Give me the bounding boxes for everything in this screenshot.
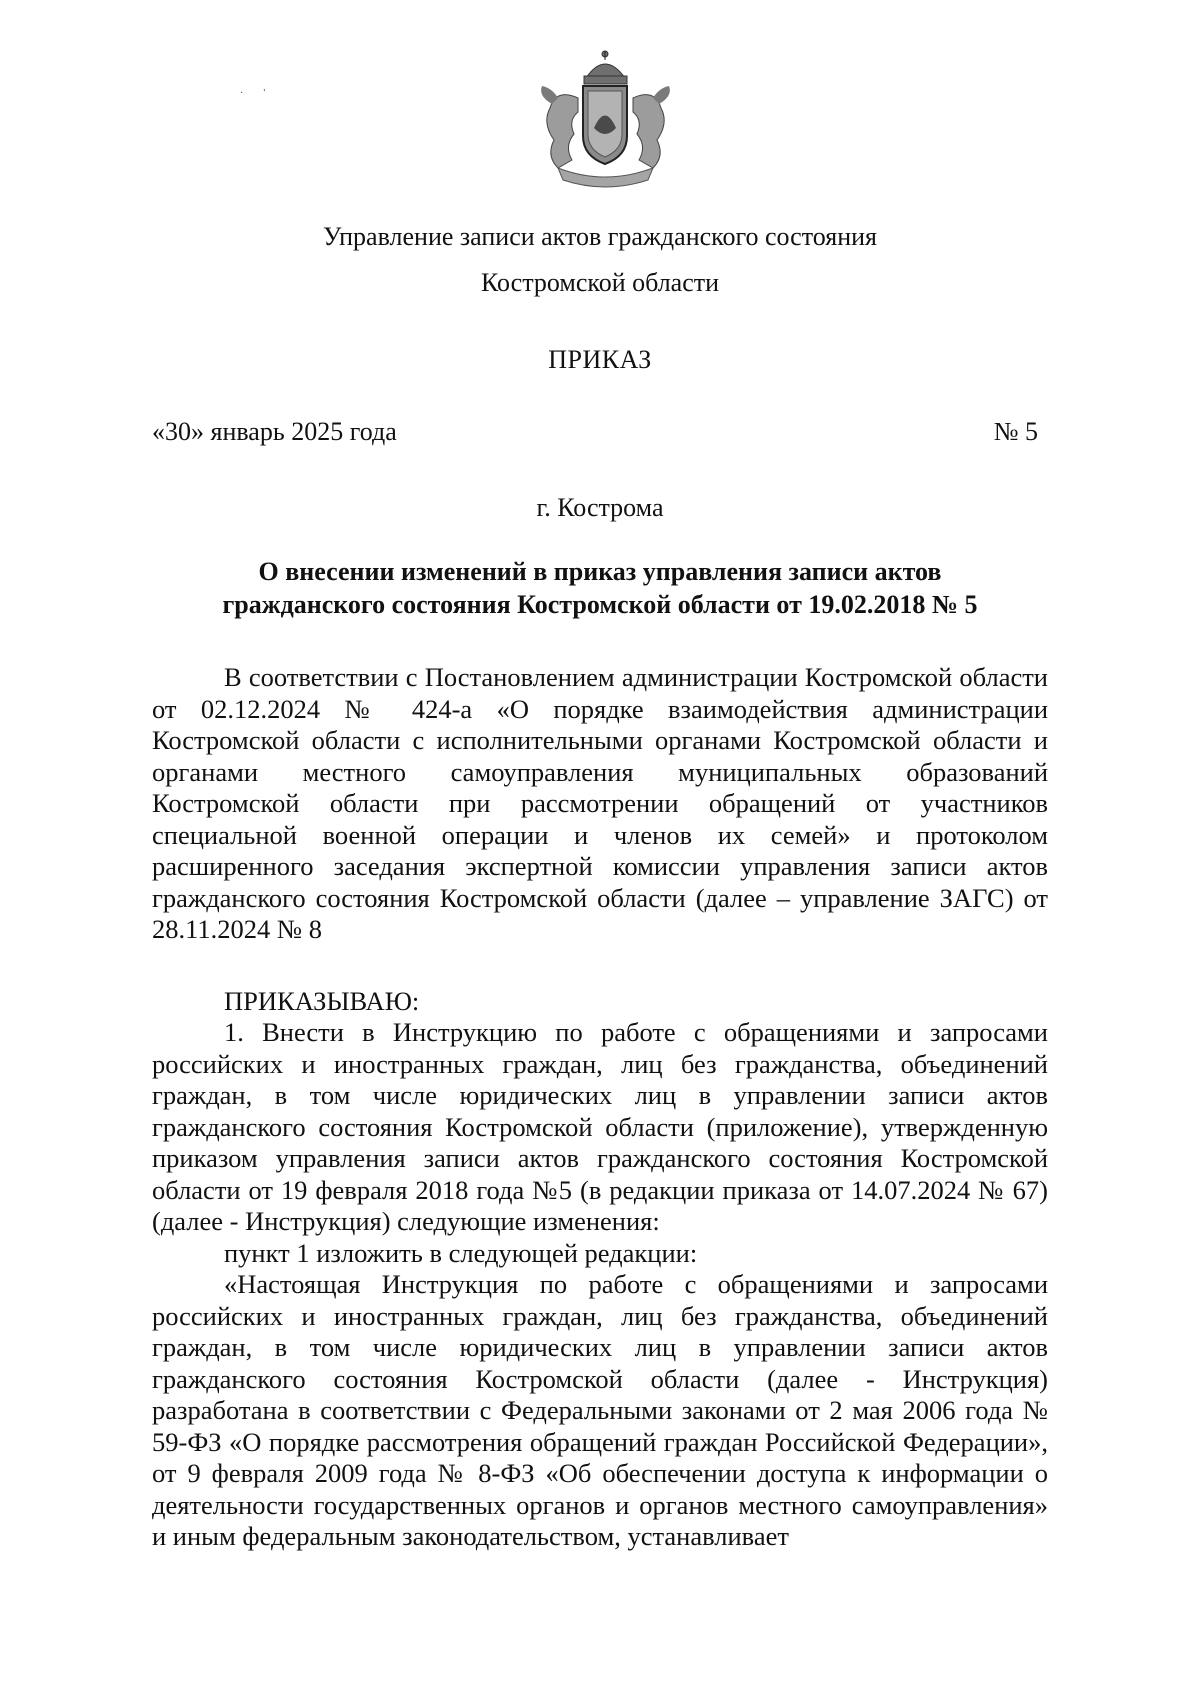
document-type: ПРИКАЗ <box>548 345 652 374</box>
scan-artifact: · ' <box>240 88 266 99</box>
document-body <box>152 662 1048 1553</box>
document-city: г. Кострома <box>536 493 664 522</box>
document-title <box>150 555 1050 621</box>
preamble-paragraph: В соответствии с Постановлением администрации Костромской области от 02.12.2024 № 424-а «О порядке взаимодействия администрации Костромской области с исполнительными органами Костромской области и органами местного самоуправления муниципальных образований Костромской области при рассмотрении обращений от участников специальной военной операции и членов их семей» и протоколом расширенного заседания экспертной комиссии управления записи актов гражданского состояния Костромской области (далее – управление ЗАГС) от 28.11.2024 № 8 <box>152 662 1048 944</box>
agency-name-line2: Костромской области <box>480 268 720 297</box>
order-word: ПРИКАЗЫВАЮ: <box>224 985 420 1016</box>
item-1-paragraph: 1. Внести в Инструкцию по работе с обращениями и запросами российских и иностранных граждан, лиц без гражданства, объединений граждан, в том числе юридических лиц в управлении записи актов гражданского состояния Костромской области (приложение), утвержденную приказом управления записи актов гражданского состояния Костромской области от 19 февраля 2018 года №5 (в редакции приказа от 14.07.2024 № 67) (далее - Инструкция) следующие изменения: <box>152 1017 1048 1236</box>
title-line1: О внесении изменений в приказ управления записи актов <box>258 557 942 586</box>
document-number: № 5 <box>993 417 1038 446</box>
coat-of-arms-emblem <box>528 48 683 193</box>
quoted-paragraph: «Настоящая Инструкция по работе с обращениями и запросами российских и иностранных граждан, лиц без гражданства, объединений граждан, в том числе юридических лиц в управлении записи актов гражданского состояния Костромской области (далее - Инструкция) разработана в соответствии с Федеральными законами от 2 мая 2006 года № 59-ФЗ «О порядке рассмотрения обращений граждан Российской Федерации», от 9 февраля 2009 года № 8-ФЗ «Об обеспечении доступа к информации о деятельности государственных органов и органов местного самоуправления» и иным федеральным законодательством, устанавливает <box>152 1269 1048 1551</box>
agency-name-line1: Управление записи актов гражданского состояния <box>323 222 877 251</box>
document-date: «30» январь 2025 года <box>152 417 397 446</box>
item-1-subparagraph: пункт 1 изложить в следующей редакции: <box>224 1237 698 1268</box>
title-line2: гражданского состояния Костромской области от 19.02.2018 № 5 <box>222 590 978 619</box>
